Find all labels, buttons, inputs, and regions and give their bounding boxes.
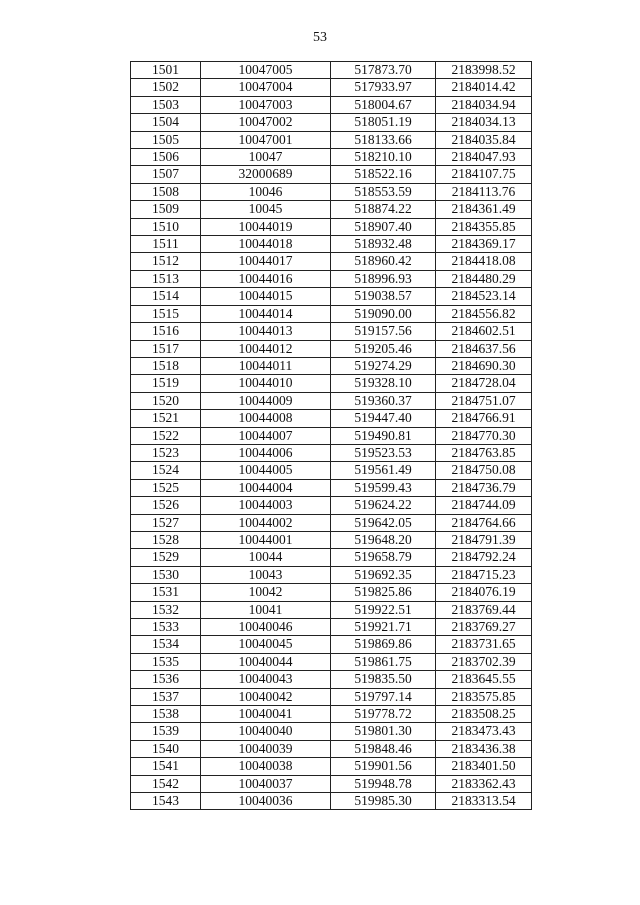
y-coordinate-cell: 2183731.65 bbox=[436, 636, 532, 653]
point-id-cell: 10044010 bbox=[201, 375, 331, 392]
x-coordinate-cell: 519360.37 bbox=[331, 392, 436, 409]
table-row bbox=[131, 357, 532, 374]
y-coordinate-cell: 2184764.66 bbox=[436, 514, 532, 531]
table-row bbox=[131, 149, 532, 166]
x-coordinate-cell: 518553.59 bbox=[331, 183, 436, 200]
x-coordinate-cell: 517873.70 bbox=[331, 62, 436, 79]
table-row bbox=[131, 479, 532, 496]
table-row bbox=[131, 619, 532, 636]
table-row bbox=[131, 236, 532, 253]
table-row bbox=[131, 183, 532, 200]
x-coordinate-cell: 518932.48 bbox=[331, 236, 436, 253]
point-number-cell: 1536 bbox=[131, 671, 201, 688]
point-number-cell: 1537 bbox=[131, 688, 201, 705]
table-row bbox=[131, 166, 532, 183]
x-coordinate-cell: 519778.72 bbox=[331, 706, 436, 723]
x-coordinate-cell: 519490.81 bbox=[331, 427, 436, 444]
point-id-cell: 10044015 bbox=[201, 288, 331, 305]
point-number-cell: 1540 bbox=[131, 740, 201, 757]
table-row bbox=[131, 706, 532, 723]
point-id-cell: 10044012 bbox=[201, 340, 331, 357]
y-coordinate-cell: 2184361.49 bbox=[436, 201, 532, 218]
x-coordinate-cell: 519922.51 bbox=[331, 601, 436, 618]
x-coordinate-cell: 519692.35 bbox=[331, 566, 436, 583]
y-coordinate-cell: 2184076.19 bbox=[436, 584, 532, 601]
point-id-cell: 10044009 bbox=[201, 392, 331, 409]
x-coordinate-cell: 519801.30 bbox=[331, 723, 436, 740]
point-number-cell: 1534 bbox=[131, 636, 201, 653]
point-id-cell: 10044003 bbox=[201, 497, 331, 514]
y-coordinate-cell: 2183645.55 bbox=[436, 671, 532, 688]
point-number-cell: 1505 bbox=[131, 131, 201, 148]
x-coordinate-cell: 519658.79 bbox=[331, 549, 436, 566]
point-number-cell: 1517 bbox=[131, 340, 201, 357]
y-coordinate-cell: 2183508.25 bbox=[436, 706, 532, 723]
point-id-cell: 10044011 bbox=[201, 357, 331, 374]
point-number-cell: 1532 bbox=[131, 601, 201, 618]
point-id-cell: 32000689 bbox=[201, 166, 331, 183]
table-row bbox=[131, 636, 532, 653]
y-coordinate-cell: 2184047.93 bbox=[436, 149, 532, 166]
point-number-cell: 1533 bbox=[131, 619, 201, 636]
x-coordinate-cell: 519642.05 bbox=[331, 514, 436, 531]
point-number-cell: 1516 bbox=[131, 323, 201, 340]
x-coordinate-cell: 519157.56 bbox=[331, 323, 436, 340]
y-coordinate-cell: 2184034.13 bbox=[436, 114, 532, 131]
table-row bbox=[131, 114, 532, 131]
point-id-cell: 10040040 bbox=[201, 723, 331, 740]
y-coordinate-cell: 2183362.43 bbox=[436, 775, 532, 792]
table-row bbox=[131, 253, 532, 270]
y-coordinate-cell: 2184034.94 bbox=[436, 96, 532, 113]
point-id-cell: 10040044 bbox=[201, 653, 331, 670]
point-id-cell: 10047005 bbox=[201, 62, 331, 79]
point-id-cell: 10044006 bbox=[201, 444, 331, 461]
point-number-cell: 1538 bbox=[131, 706, 201, 723]
point-id-cell: 10047002 bbox=[201, 114, 331, 131]
y-coordinate-cell: 2184107.75 bbox=[436, 166, 532, 183]
x-coordinate-cell: 519205.46 bbox=[331, 340, 436, 357]
x-coordinate-cell: 519561.49 bbox=[331, 462, 436, 479]
point-number-cell: 1510 bbox=[131, 218, 201, 235]
y-coordinate-cell: 2184480.29 bbox=[436, 270, 532, 287]
point-id-cell: 10046 bbox=[201, 183, 331, 200]
x-coordinate-cell: 519328.10 bbox=[331, 375, 436, 392]
x-coordinate-cell: 519835.50 bbox=[331, 671, 436, 688]
point-id-cell: 10040039 bbox=[201, 740, 331, 757]
point-number-cell: 1508 bbox=[131, 183, 201, 200]
x-coordinate-cell: 518996.93 bbox=[331, 270, 436, 287]
point-number-cell: 1539 bbox=[131, 723, 201, 740]
point-id-cell: 10047004 bbox=[201, 79, 331, 96]
x-coordinate-cell: 519447.40 bbox=[331, 410, 436, 427]
point-id-cell: 10044004 bbox=[201, 479, 331, 496]
point-id-cell: 10047001 bbox=[201, 131, 331, 148]
y-coordinate-cell: 2183313.54 bbox=[436, 793, 532, 810]
y-coordinate-cell: 2183769.44 bbox=[436, 601, 532, 618]
table-row bbox=[131, 62, 532, 79]
point-id-cell: 10044005 bbox=[201, 462, 331, 479]
table-row bbox=[131, 270, 532, 287]
point-id-cell: 10040041 bbox=[201, 706, 331, 723]
table-row bbox=[131, 462, 532, 479]
point-number-cell: 1520 bbox=[131, 392, 201, 409]
table-row bbox=[131, 793, 532, 810]
y-coordinate-cell: 2184035.84 bbox=[436, 131, 532, 148]
point-number-cell: 1515 bbox=[131, 305, 201, 322]
table-row bbox=[131, 218, 532, 235]
point-number-cell: 1512 bbox=[131, 253, 201, 270]
point-number-cell: 1503 bbox=[131, 96, 201, 113]
table-row bbox=[131, 305, 532, 322]
x-coordinate-cell: 518522.16 bbox=[331, 166, 436, 183]
y-coordinate-cell: 2183473.43 bbox=[436, 723, 532, 740]
y-coordinate-cell: 2183702.39 bbox=[436, 653, 532, 670]
x-coordinate-cell: 519274.29 bbox=[331, 357, 436, 374]
point-id-cell: 10040042 bbox=[201, 688, 331, 705]
point-id-cell: 10045 bbox=[201, 201, 331, 218]
y-coordinate-cell: 2184770.30 bbox=[436, 427, 532, 444]
table-row bbox=[131, 131, 532, 148]
point-number-cell: 1522 bbox=[131, 427, 201, 444]
point-id-cell: 10044008 bbox=[201, 410, 331, 427]
y-coordinate-cell: 2184113.76 bbox=[436, 183, 532, 200]
table-row bbox=[131, 96, 532, 113]
table-row bbox=[131, 549, 532, 566]
point-number-cell: 1528 bbox=[131, 531, 201, 548]
x-coordinate-cell: 519038.57 bbox=[331, 288, 436, 305]
table-row bbox=[131, 288, 532, 305]
y-coordinate-cell: 2184369.17 bbox=[436, 236, 532, 253]
point-id-cell: 10044002 bbox=[201, 514, 331, 531]
y-coordinate-cell: 2184792.24 bbox=[436, 549, 532, 566]
x-coordinate-cell: 518874.22 bbox=[331, 201, 436, 218]
point-id-cell: 10047 bbox=[201, 149, 331, 166]
x-coordinate-cell: 519948.78 bbox=[331, 775, 436, 792]
point-id-cell: 10044017 bbox=[201, 253, 331, 270]
table-row bbox=[131, 531, 532, 548]
table-row bbox=[131, 775, 532, 792]
y-coordinate-cell: 2184637.56 bbox=[436, 340, 532, 357]
x-coordinate-cell: 518907.40 bbox=[331, 218, 436, 235]
table-row bbox=[131, 392, 532, 409]
point-id-cell: 10043 bbox=[201, 566, 331, 583]
y-coordinate-cell: 2184690.30 bbox=[436, 357, 532, 374]
point-number-cell: 1511 bbox=[131, 236, 201, 253]
point-id-cell: 10040043 bbox=[201, 671, 331, 688]
x-coordinate-cell: 519599.43 bbox=[331, 479, 436, 496]
y-coordinate-cell: 2183436.38 bbox=[436, 740, 532, 757]
y-coordinate-cell: 2184791.39 bbox=[436, 531, 532, 548]
x-coordinate-cell: 519523.53 bbox=[331, 444, 436, 461]
table-row bbox=[131, 514, 532, 531]
point-id-cell: 10042 bbox=[201, 584, 331, 601]
point-number-cell: 1529 bbox=[131, 549, 201, 566]
y-coordinate-cell: 2184763.85 bbox=[436, 444, 532, 461]
x-coordinate-cell: 519985.30 bbox=[331, 793, 436, 810]
x-coordinate-cell: 518004.67 bbox=[331, 96, 436, 113]
point-number-cell: 1504 bbox=[131, 114, 201, 131]
point-number-cell: 1501 bbox=[131, 62, 201, 79]
x-coordinate-cell: 519797.14 bbox=[331, 688, 436, 705]
point-id-cell: 10044007 bbox=[201, 427, 331, 444]
y-coordinate-cell: 2183998.52 bbox=[436, 62, 532, 79]
point-number-cell: 1514 bbox=[131, 288, 201, 305]
point-number-cell: 1526 bbox=[131, 497, 201, 514]
y-coordinate-cell: 2183575.85 bbox=[436, 688, 532, 705]
point-number-cell: 1521 bbox=[131, 410, 201, 427]
x-coordinate-cell: 518051.19 bbox=[331, 114, 436, 131]
point-id-cell: 10041 bbox=[201, 601, 331, 618]
table-row bbox=[131, 671, 532, 688]
point-id-cell: 10044001 bbox=[201, 531, 331, 548]
point-number-cell: 1523 bbox=[131, 444, 201, 461]
x-coordinate-cell: 519848.46 bbox=[331, 740, 436, 757]
point-id-cell: 10040046 bbox=[201, 619, 331, 636]
point-id-cell: 10040036 bbox=[201, 793, 331, 810]
x-coordinate-cell: 519825.86 bbox=[331, 584, 436, 601]
point-id-cell: 10044018 bbox=[201, 236, 331, 253]
table-row bbox=[131, 375, 532, 392]
point-id-cell: 10044013 bbox=[201, 323, 331, 340]
table-row bbox=[131, 410, 532, 427]
point-id-cell: 10044014 bbox=[201, 305, 331, 322]
y-coordinate-cell: 2184715.23 bbox=[436, 566, 532, 583]
point-number-cell: 1513 bbox=[131, 270, 201, 287]
coordinates-table bbox=[130, 61, 532, 810]
y-coordinate-cell: 2184736.79 bbox=[436, 479, 532, 496]
point-number-cell: 1509 bbox=[131, 201, 201, 218]
y-coordinate-cell: 2184014.42 bbox=[436, 79, 532, 96]
point-number-cell: 1530 bbox=[131, 566, 201, 583]
point-number-cell: 1519 bbox=[131, 375, 201, 392]
x-coordinate-cell: 519869.86 bbox=[331, 636, 436, 653]
point-number-cell: 1542 bbox=[131, 775, 201, 792]
x-coordinate-cell: 519090.00 bbox=[331, 305, 436, 322]
table-row bbox=[131, 323, 532, 340]
x-coordinate-cell: 519861.75 bbox=[331, 653, 436, 670]
table-row bbox=[131, 497, 532, 514]
point-number-cell: 1543 bbox=[131, 793, 201, 810]
table-row bbox=[131, 340, 532, 357]
table-row bbox=[131, 758, 532, 775]
point-id-cell: 10044019 bbox=[201, 218, 331, 235]
x-coordinate-cell: 518960.42 bbox=[331, 253, 436, 270]
x-coordinate-cell: 519901.56 bbox=[331, 758, 436, 775]
point-number-cell: 1507 bbox=[131, 166, 201, 183]
coordinates-table-body bbox=[131, 62, 532, 810]
y-coordinate-cell: 2184602.51 bbox=[436, 323, 532, 340]
point-number-cell: 1531 bbox=[131, 584, 201, 601]
y-coordinate-cell: 2184523.14 bbox=[436, 288, 532, 305]
x-coordinate-cell: 519648.20 bbox=[331, 531, 436, 548]
table-row bbox=[131, 427, 532, 444]
point-id-cell: 10044016 bbox=[201, 270, 331, 287]
table-row bbox=[131, 566, 532, 583]
y-coordinate-cell: 2184418.08 bbox=[436, 253, 532, 270]
table-row bbox=[131, 688, 532, 705]
x-coordinate-cell: 519624.22 bbox=[331, 497, 436, 514]
x-coordinate-cell: 519921.71 bbox=[331, 619, 436, 636]
table-row bbox=[131, 723, 532, 740]
table-row bbox=[131, 740, 532, 757]
y-coordinate-cell: 2184744.09 bbox=[436, 497, 532, 514]
page-number: 53 bbox=[313, 30, 327, 45]
point-id-cell: 10047003 bbox=[201, 96, 331, 113]
table-row bbox=[131, 584, 532, 601]
point-number-cell: 1506 bbox=[131, 149, 201, 166]
table-row bbox=[131, 201, 532, 218]
y-coordinate-cell: 2184751.07 bbox=[436, 392, 532, 409]
x-coordinate-cell: 517933.97 bbox=[331, 79, 436, 96]
y-coordinate-cell: 2184766.91 bbox=[436, 410, 532, 427]
point-number-cell: 1535 bbox=[131, 653, 201, 670]
y-coordinate-cell: 2183769.27 bbox=[436, 619, 532, 636]
y-coordinate-cell: 2183401.50 bbox=[436, 758, 532, 775]
table-row bbox=[131, 601, 532, 618]
point-number-cell: 1541 bbox=[131, 758, 201, 775]
point-number-cell: 1525 bbox=[131, 479, 201, 496]
table-row bbox=[131, 444, 532, 461]
point-id-cell: 10040037 bbox=[201, 775, 331, 792]
y-coordinate-cell: 2184728.04 bbox=[436, 375, 532, 392]
x-coordinate-cell: 518133.66 bbox=[331, 131, 436, 148]
point-number-cell: 1518 bbox=[131, 357, 201, 374]
table-row bbox=[131, 79, 532, 96]
point-id-cell: 10040038 bbox=[201, 758, 331, 775]
y-coordinate-cell: 2184556.82 bbox=[436, 305, 532, 322]
point-id-cell: 10044 bbox=[201, 549, 331, 566]
point-number-cell: 1502 bbox=[131, 79, 201, 96]
point-id-cell: 10040045 bbox=[201, 636, 331, 653]
y-coordinate-cell: 2184355.85 bbox=[436, 218, 532, 235]
x-coordinate-cell: 518210.10 bbox=[331, 149, 436, 166]
y-coordinate-cell: 2184750.08 bbox=[436, 462, 532, 479]
point-number-cell: 1524 bbox=[131, 462, 201, 479]
point-number-cell: 1527 bbox=[131, 514, 201, 531]
table-row bbox=[131, 653, 532, 670]
